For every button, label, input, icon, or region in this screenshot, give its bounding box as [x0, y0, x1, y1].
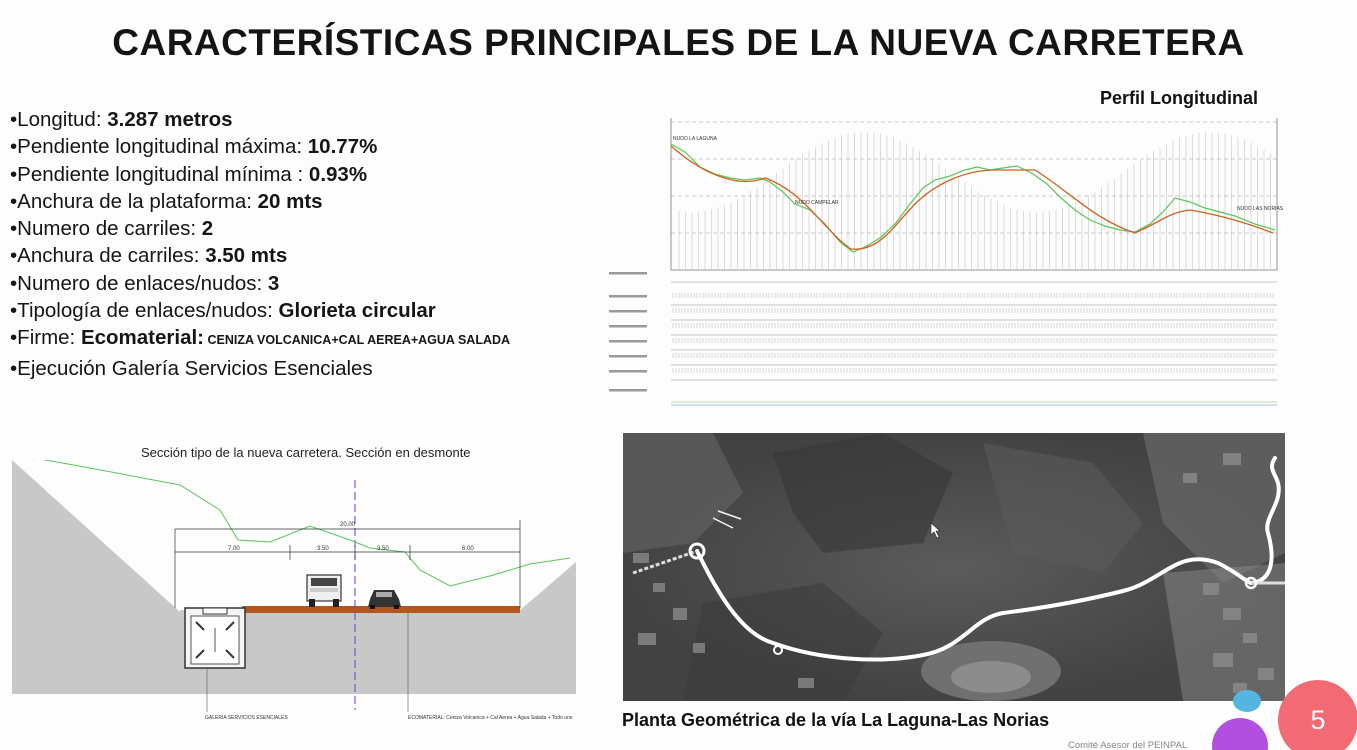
- feature-item: •Pendiente longitudinal mínima : 0.93%: [10, 162, 368, 186]
- plan-caption: Planta Geométrica de la vía La Laguna-Las Norias: [622, 710, 1050, 730]
- feature-item: •Longitud: 3.287 metros: [10, 108, 233, 131]
- profile-guitar-table: [671, 282, 1277, 405]
- asphalt-layer: [242, 606, 520, 613]
- dim-lane-left: 3.50: [317, 546, 329, 552]
- section-title: Sección tipo de la nueva carretera. Sección en desmonte: [141, 445, 471, 460]
- profile-label-nudo-campelar: NUDO CAMPELAR: [795, 200, 839, 206]
- decorative-dot-purple: [1212, 718, 1268, 750]
- page-number-badge: 5: [1278, 680, 1357, 750]
- feature-item: •Ejecución Galería Servicios Esenciales: [10, 356, 373, 380]
- car-icon: [368, 590, 401, 609]
- dim-total: 20.00: [340, 522, 356, 528]
- credit-text: Comité Asesor del PEINPAL: [1068, 740, 1188, 750]
- slide-title: CARACTERÍSTICAS PRINCIPALES DE LA NUEVA CARRETERA: [112, 22, 1245, 63]
- profile-label-nudo-norias: NUDO LAS NORIAS: [1237, 206, 1284, 212]
- label-gallery: GALERIA SERVICIOS ESENCIALES: [205, 715, 288, 721]
- terrain-line: [671, 144, 1275, 252]
- services-gallery-icon: [185, 608, 245, 668]
- dim-left: 7.00: [228, 546, 240, 552]
- features-list: [10, 106, 600, 382]
- dim-right: 6.00: [462, 546, 474, 552]
- label-ecomaterial: ECOMATERIAL: Ceniza Volcanica + Cal Aerea + Agua Salada + Todo uno: [408, 715, 573, 721]
- row-label-placeholder: [609, 325, 647, 328]
- dim-lane-right: 3.50: [377, 546, 389, 552]
- cut-slope-left: [12, 460, 180, 694]
- grade-line: [671, 146, 1273, 249]
- profile-stations: [679, 132, 1271, 270]
- feature-item: •Numero de carriles: 2: [10, 217, 214, 241]
- feature-item: •Firme: Ecomaterial: CENIZA VOLCANICA+CAL AEREA+AGUA SALADA: [10, 326, 511, 350]
- row-label-placeholder: [609, 310, 647, 313]
- profile-title: Perfil Longitudinal: [1100, 88, 1258, 108]
- feature-item: •Tipología de enlaces/nudos: Glorieta circular: [10, 299, 436, 323]
- feature-item: •Numero de enlaces/nudos: 3: [10, 271, 280, 295]
- row-label-placeholder: [609, 355, 647, 358]
- feature-item: •Anchura de carriles: 3.50 mts: [10, 244, 288, 268]
- profile-label-nudo-laguna: NUDO LA LAGUNA: [673, 136, 717, 142]
- row-label-placeholder: [609, 295, 647, 298]
- plan-aerial-map: [623, 433, 1285, 701]
- feature-item: •Anchura de la plataforma: 20 mts: [10, 189, 323, 213]
- row-label-placeholder: [609, 389, 647, 392]
- truck-icon: [307, 575, 341, 607]
- row-label-placeholder: [609, 370, 647, 373]
- profile-row-labels: [609, 272, 647, 392]
- dimension-lines: [175, 520, 520, 608]
- feature-item: •Pendiente longitudinal máxima: 10.77%: [10, 135, 378, 159]
- row-label-placeholder: [609, 272, 647, 275]
- cross-section-drawing: [10, 460, 580, 725]
- decorative-dot-blue: [1233, 690, 1261, 712]
- longitudinal-profile-drawing: [605, 112, 1285, 412]
- row-label-placeholder: [609, 340, 647, 343]
